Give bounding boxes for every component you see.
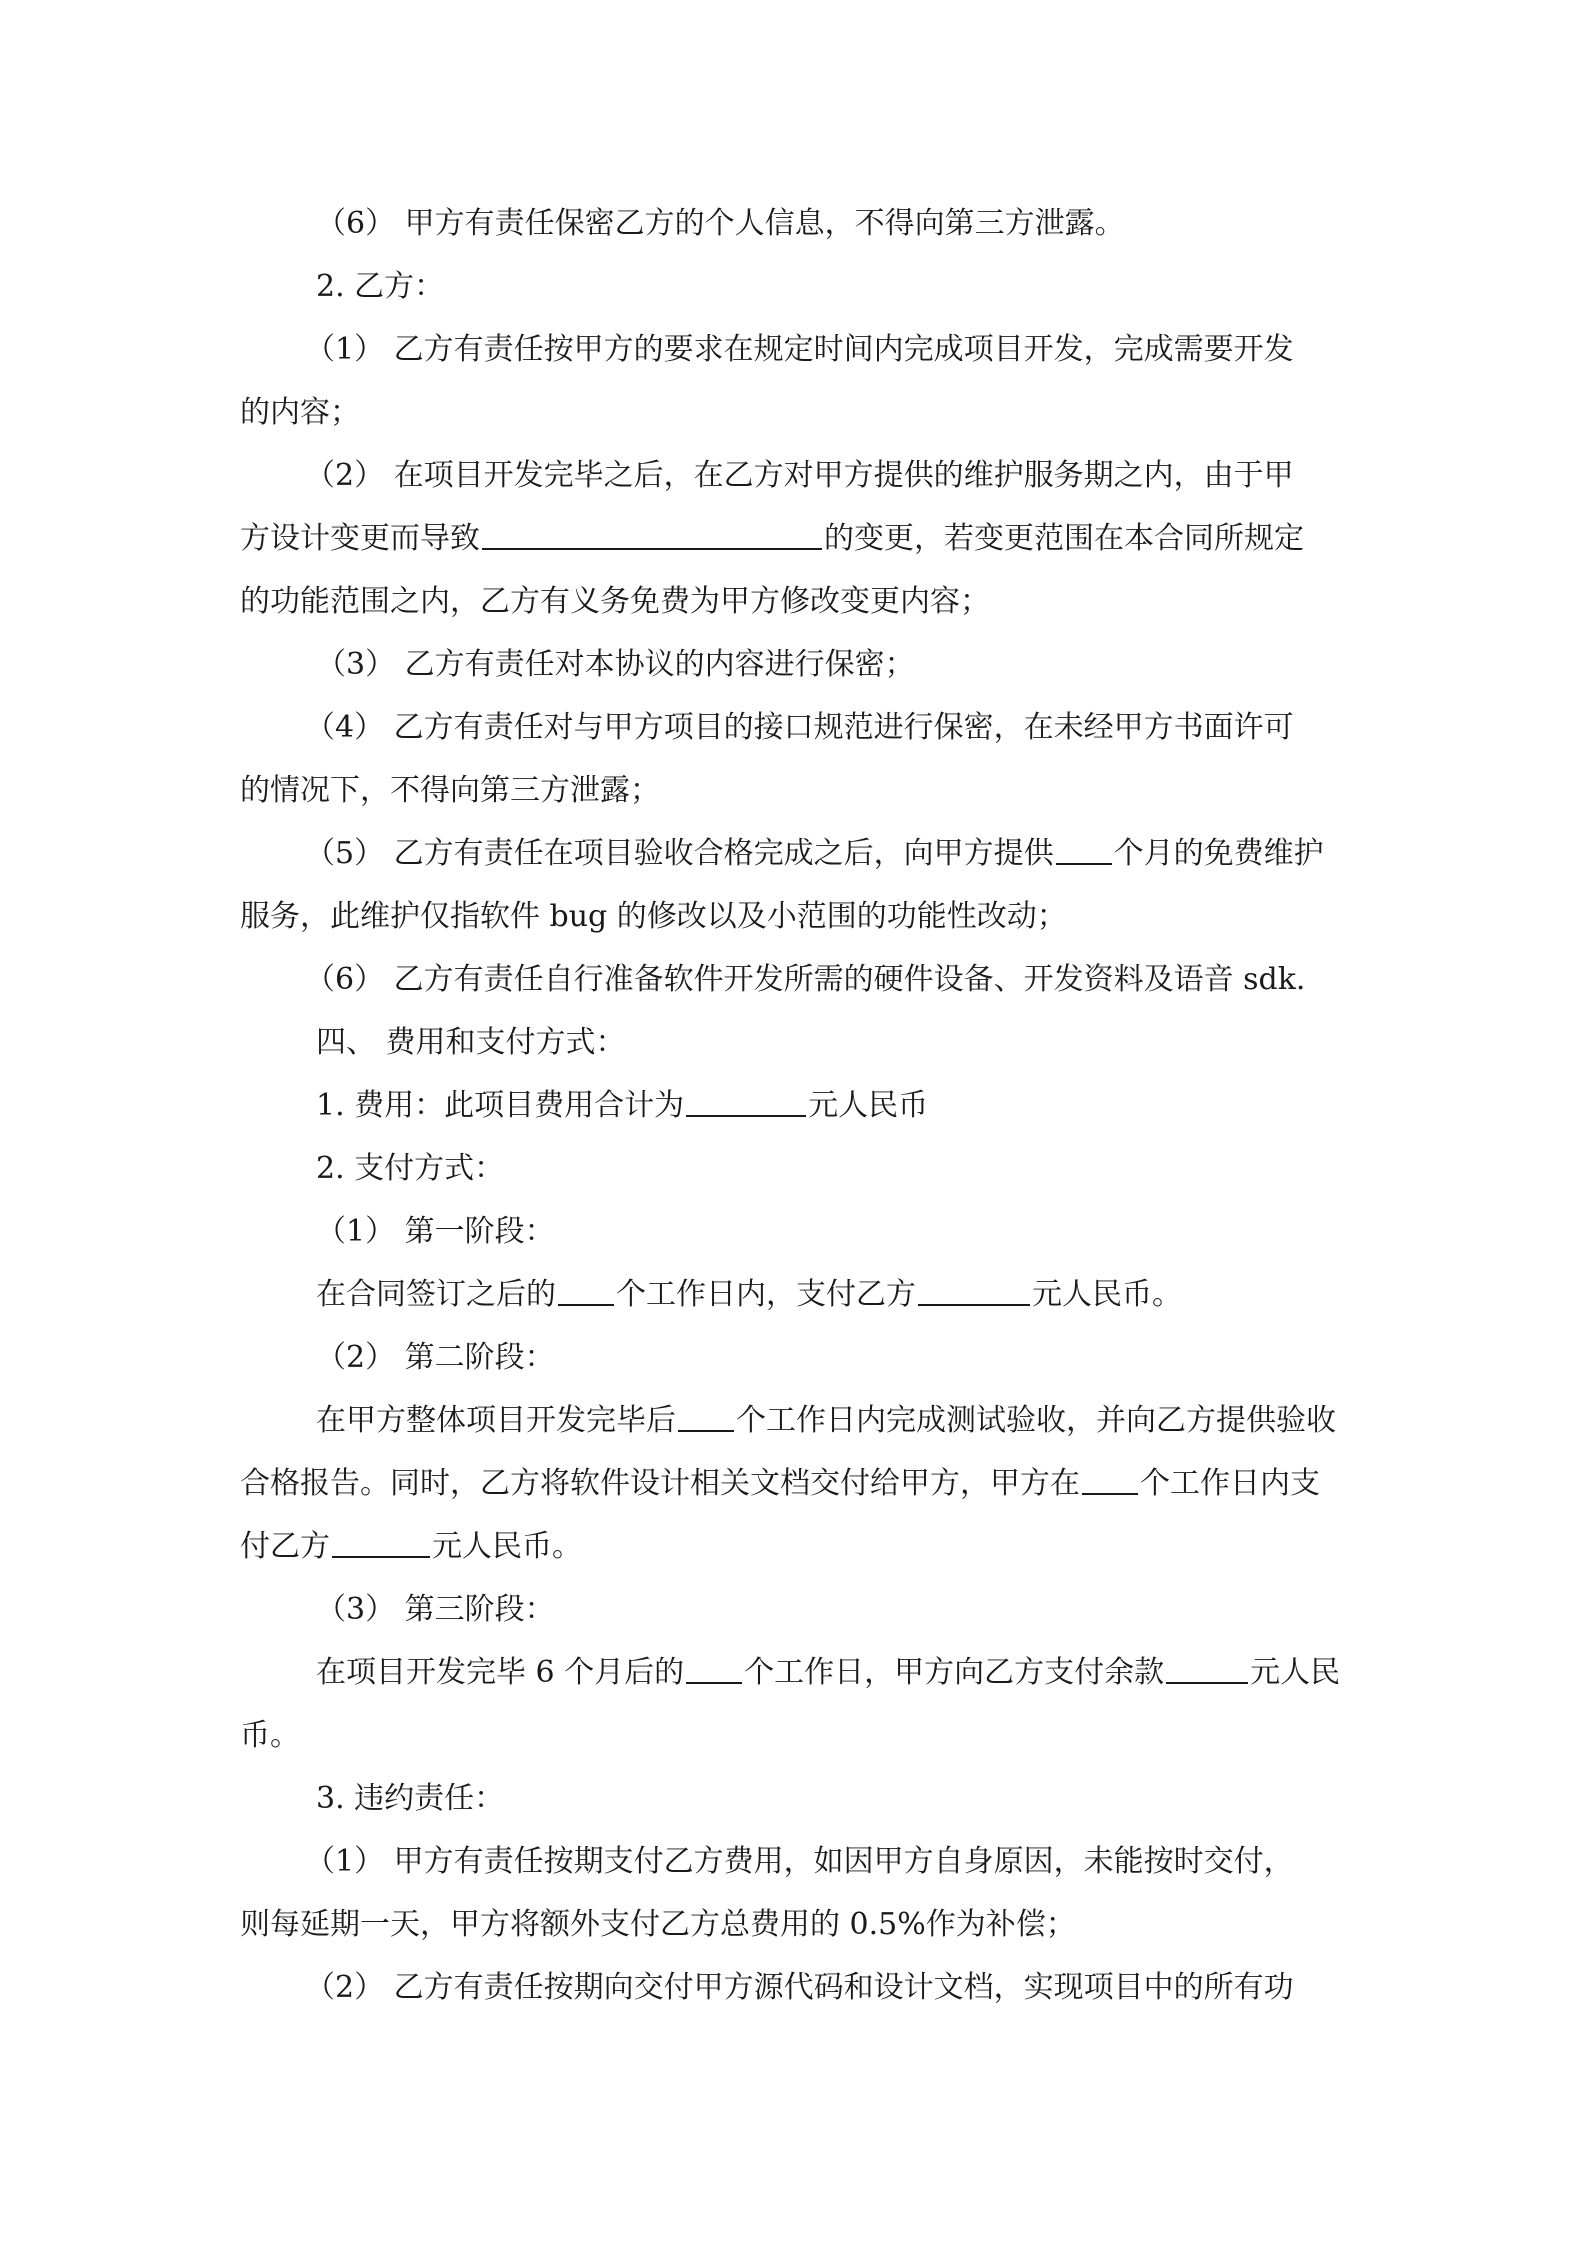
clause-text: 元人民币。 <box>1032 1277 1182 1312</box>
clause-text: 在项目开发完毕 6 个月后的 <box>316 1655 685 1690</box>
clause-text: 个月的免费维护 <box>1113 836 1324 871</box>
blank-underline <box>686 1652 742 1684</box>
stage-1-text <box>240 1263 1352 1326</box>
heading-text: 四、 费用和支付方式： <box>316 1025 626 1060</box>
section-fees-heading <box>240 1011 1352 1074</box>
heading-text: 3. 违约责任： <box>316 1781 505 1816</box>
clause-text: 合格报告。同时，乙方将软件设计相关文档交付给甲方，甲方在 <box>240 1466 1080 1501</box>
clause-payment-method-heading <box>240 1137 1352 1200</box>
clause-text: （6） 甲方有责任保密乙方的个人信息，不得向第三方泄露。 <box>316 206 1125 241</box>
clause-text: （1） 甲方有责任按期支付乙方费用，如因甲方自身原因，未能按时交付， <box>305 1844 1294 1879</box>
contract-body <box>240 192 1352 2019</box>
stage-2-line3 <box>240 1515 1352 1578</box>
clause-text: 币。 <box>240 1718 300 1753</box>
heading-text: 2. 乙方： <box>316 269 445 304</box>
blank-underline <box>686 1085 806 1117</box>
clause-party-b-6 <box>240 948 1352 1011</box>
breach-2-line1 <box>240 1956 1352 2019</box>
clause-text: 的变更，若变更范围在本合同所规定 <box>824 521 1304 556</box>
clause-party-b-2-line3 <box>240 570 1352 633</box>
clause-text: 在甲方整体项目开发完毕后 <box>316 1403 676 1438</box>
clause-party-b-3 <box>240 633 1352 696</box>
clause-text: 元人民币 <box>808 1088 929 1123</box>
clause-text: 1. 费用：此项目费用合计为 <box>316 1088 685 1123</box>
clause-fees-total <box>240 1074 1352 1137</box>
stage-title: （2） 第二阶段： <box>316 1340 555 1375</box>
clause-text: 则每延期一天，甲方将额外支付乙方总费用的 0.5%作为补偿； <box>240 1907 1076 1942</box>
clause-text: （2） 在项目开发完毕之后，在乙方对甲方提供的维护服务期之内，由于甲 <box>305 458 1294 493</box>
breach-1-line2 <box>240 1893 1352 1956</box>
clause-party-b-1-line1 <box>240 318 1352 381</box>
blank-underline <box>1166 1652 1248 1684</box>
section-breach-heading <box>240 1767 1352 1830</box>
clause-party-b-5-line1 <box>240 822 1352 885</box>
clause-party-b-2-line1 <box>240 444 1352 507</box>
clause-text: 元人民 <box>1250 1655 1341 1690</box>
stage-title: （3） 第三阶段： <box>316 1592 555 1627</box>
stage-2-line1 <box>240 1389 1352 1452</box>
clause-text: 付乙方 <box>240 1529 330 1564</box>
clause-text: 服务，此维护仅指软件 bug 的修改以及小范围的功能性改动； <box>240 899 1067 934</box>
clause-text: （1） 乙方有责任按甲方的要求在规定时间内完成项目开发，完成需要开发 <box>305 332 1294 367</box>
clause-text: 的内容； <box>240 395 360 430</box>
stage-3-title <box>240 1578 1352 1641</box>
stage-2-line2 <box>240 1452 1352 1515</box>
clause-party-b-1-line2 <box>240 381 1352 444</box>
clause-text: （6） 乙方有责任自行准备软件开发所需的硬件设备、开发资料及语音 sdk. <box>305 962 1306 997</box>
blank-underline <box>1056 833 1112 865</box>
clause-party-b-4-line2 <box>240 759 1352 822</box>
stage-2-title <box>240 1326 1352 1389</box>
clause-text: 个工作日，甲方向乙方支付余款 <box>744 1655 1165 1690</box>
blank-underline <box>558 1274 614 1306</box>
clause-party-b-4-line1 <box>240 696 1352 759</box>
clause-text: 个工作日内完成测试验收，并向乙方提供验收 <box>736 1403 1336 1438</box>
blank-underline <box>482 518 822 550</box>
clause-text: （4） 乙方有责任对与甲方项目的接口规范进行保密，在未经甲方书面许可 <box>305 710 1294 745</box>
stage-3-line2 <box>240 1704 1352 1767</box>
clause-text: 在合同签订之后的 <box>316 1277 556 1312</box>
section-party-b-heading <box>240 255 1352 318</box>
blank-underline <box>332 1526 430 1558</box>
heading-text: 2. 支付方式： <box>316 1151 505 1186</box>
clause-text: 的情况下，不得向第三方泄露； <box>240 773 660 808</box>
blank-underline <box>678 1400 734 1432</box>
clause-party-b-2-line2 <box>240 507 1352 570</box>
blank-underline <box>1082 1463 1138 1495</box>
clause-text: 的功能范围之内，乙方有义务免费为甲方修改变更内容； <box>240 584 990 619</box>
blank-underline <box>918 1274 1030 1306</box>
clause-text: 方设计变更而导致 <box>240 521 480 556</box>
stage-3-line1 <box>240 1641 1352 1704</box>
clause-text: （3） 乙方有责任对本协议的内容进行保密； <box>316 647 915 682</box>
clause-text: 个工作日内支 <box>1140 1466 1320 1501</box>
clause-party-a-6 <box>240 192 1352 255</box>
stage-title: （1） 第一阶段： <box>316 1214 555 1249</box>
breach-1-line1 <box>240 1830 1352 1893</box>
clause-text: 个工作日内，支付乙方 <box>616 1277 916 1312</box>
clause-text: （5） 乙方有责任在项目验收合格完成之后，向甲方提供 <box>305 836 1054 871</box>
clause-text: 元人民币。 <box>432 1529 582 1564</box>
stage-1-title <box>240 1200 1352 1263</box>
clause-party-b-5-line2 <box>240 885 1352 948</box>
clause-text: （2） 乙方有责任按期向交付甲方源代码和设计文档，实现项目中的所有功 <box>305 1970 1294 2005</box>
